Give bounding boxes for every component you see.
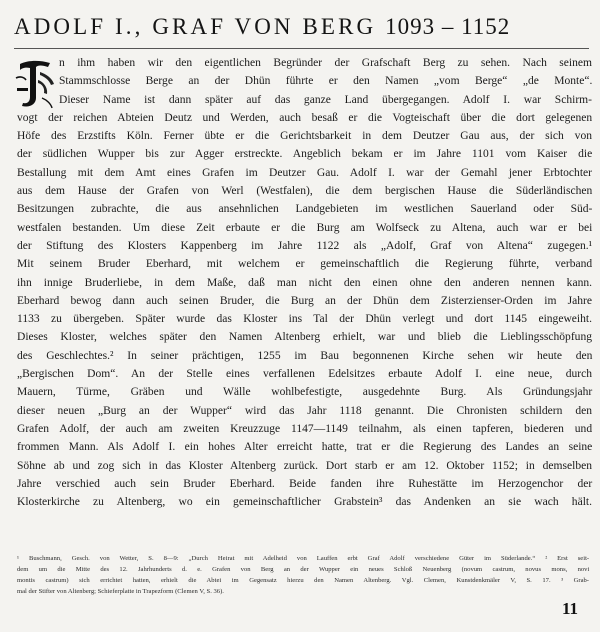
body-line: Mit seinem Bruder Eberhard, mit welchem er gemeinschaftlich die Regierung führte, verband (17, 258, 593, 271)
body-line: Höfe des Erzstifts Köln. Ferner übte er die Gerichtsbarkeit in dem Deutzer Gau aus, der sich von (17, 130, 592, 143)
body-line: der Stiftung des Klosters Kappenberg im Jahre 1122 als „Adolf, Graf von Altena“ zugegen.¹ (17, 239, 593, 252)
body-line: Dieser Name ist dann später auf das ganze Land übergegangen. Adolf I. war Schirm- (59, 93, 592, 106)
footnote-line: dem um die Mitte des 12. Jahrhunderts d. e. Grafen von Berg an der Wupper ein neues Schloß Neuenberg (novum castrum, novus mons, novi (17, 566, 590, 573)
body-line: des Geschlechtes.² In seiner prächtigen, 1255 im Bau begonnenen Kirche sehen wir heute den (17, 349, 593, 362)
body-line: Jahre verschied auch sein Bruder Eberhard. Beide fanden ihre Ruhestätte im Herzogenchor der (17, 477, 593, 490)
body-line: frommen Mann. Als Adolf I. ein hohes Alter erreicht hatte, trat er die Regierung des Landes an seine (17, 441, 593, 454)
body-line: aus dem Hause der Grafen von Werl (Westfalen), die dem bergischen Hause die Süderländischen (17, 185, 593, 198)
heading-rule (14, 48, 589, 49)
body-line: Stammschlosse Berge an der Dhün führte er den Namen „vom Berge“ „de Monte“. (59, 75, 593, 88)
page-number: 11 (562, 599, 579, 618)
body-line: Klosterkirche zu Altenberg, wo ein gemeinschaftlicher Grabstein³ das Andenken an sie wach hält. (17, 496, 592, 509)
chapter-heading (14, 14, 594, 40)
body-line: Söhne ab und zog sich in das Kloster Altenberg zurück. Dort starb er am 12. Oktober 1152; in demselben (17, 459, 592, 472)
body-line: Mauern, Türme, Gräben und Wälle wohlbefestigte, ausgedehnte Burg. Als Gründungsjahr (17, 386, 593, 399)
body-line: n ihm haben wir den eigentlichen Begründer der Grafschaft Berg zu sehen. Nach seinem (59, 57, 592, 69)
body-line: „Bergischen Dom“. An der Stelle eines verfallenen Edelsitzes erbaute Adolf I. eine neue, durch (17, 368, 592, 381)
body-line: ihn innige Bruderliebe, in dem Maße, daß man nicht den einen ohne den anderen nennen kann. (17, 276, 592, 289)
body-line: Bestallung mit dem Amt eines Grafen im Deutzer Gau. Adolf I. war der Gemahl jener Erbtochter (17, 166, 592, 179)
body-line: Eberhard bewog dann auch seinen Bruder, die Burg an der Dhün dem Zisterzienser-Orden im Jahre (17, 294, 592, 307)
footnotes (17, 553, 589, 597)
body-line: Dieses Kloster, welches später den Namen Altenberg erhielt, war und blieb die Lieblingsschöpfung (17, 331, 592, 344)
heading-years: 1093 – 1152 (385, 14, 511, 39)
heading-name: ADOLF I., GRAF VON BERG (14, 14, 377, 39)
body-line: 1133 zu übergeben. Später wurde das Kloster ins Tal der Dhün verlegt und dort 1145 eingeweiht. (17, 313, 592, 326)
body-line: Besitzungen zubrachte, die aus ansehnlichen Landgebieten im westlichen Sauerland oder Süd- (17, 203, 593, 216)
body-line: dieser neuen „Burg an der Wupper“ wird das Jahr 1118 genannt. Die Chronisten schildern den (17, 404, 592, 417)
footnote-line: montis castrum) sich errichtet hatten, erhielt die Abtei im Gegensatz hierzu den Namen Altenberg. Vgl. Clemen, Kunstdenkmäler V, S. 17. ³ Grab- (17, 577, 589, 584)
body-line: Grafen Adolf, der auch am zweiten Kreuzzuge 1147—1149 teilnahm, als einen tapferen, biederen und (17, 422, 593, 435)
body-line: westfalen bestanden. Um diese Zeit erbaute er die Burg am Wolfseck zu Altena, auch war er bei (17, 221, 593, 234)
footnote-line: ¹ Buschmann, Gesch. von Wetter, S. 8—9: „Durch Heirat mit Adelheid von Lauffen erbt Graf Adolf verschiedene Güter im Süderlande.“ ² Erst seit- (17, 555, 590, 562)
body-line: der südlichen Wupper bis zur Agger erstreckte. Angeblich bekam er im Jahre 1101 vom Kaiser die (17, 148, 593, 161)
body-text (17, 54, 592, 511)
body-line: vogt der reichen Abteien Deutz und Werden, auch besaß er die Vogteischaft über die dort gelegenen (17, 111, 593, 124)
footnote-line: mal der Stifter von Altenberg; Schieferplatte in Trapezform (Clemen V, S. 36). (17, 588, 224, 595)
